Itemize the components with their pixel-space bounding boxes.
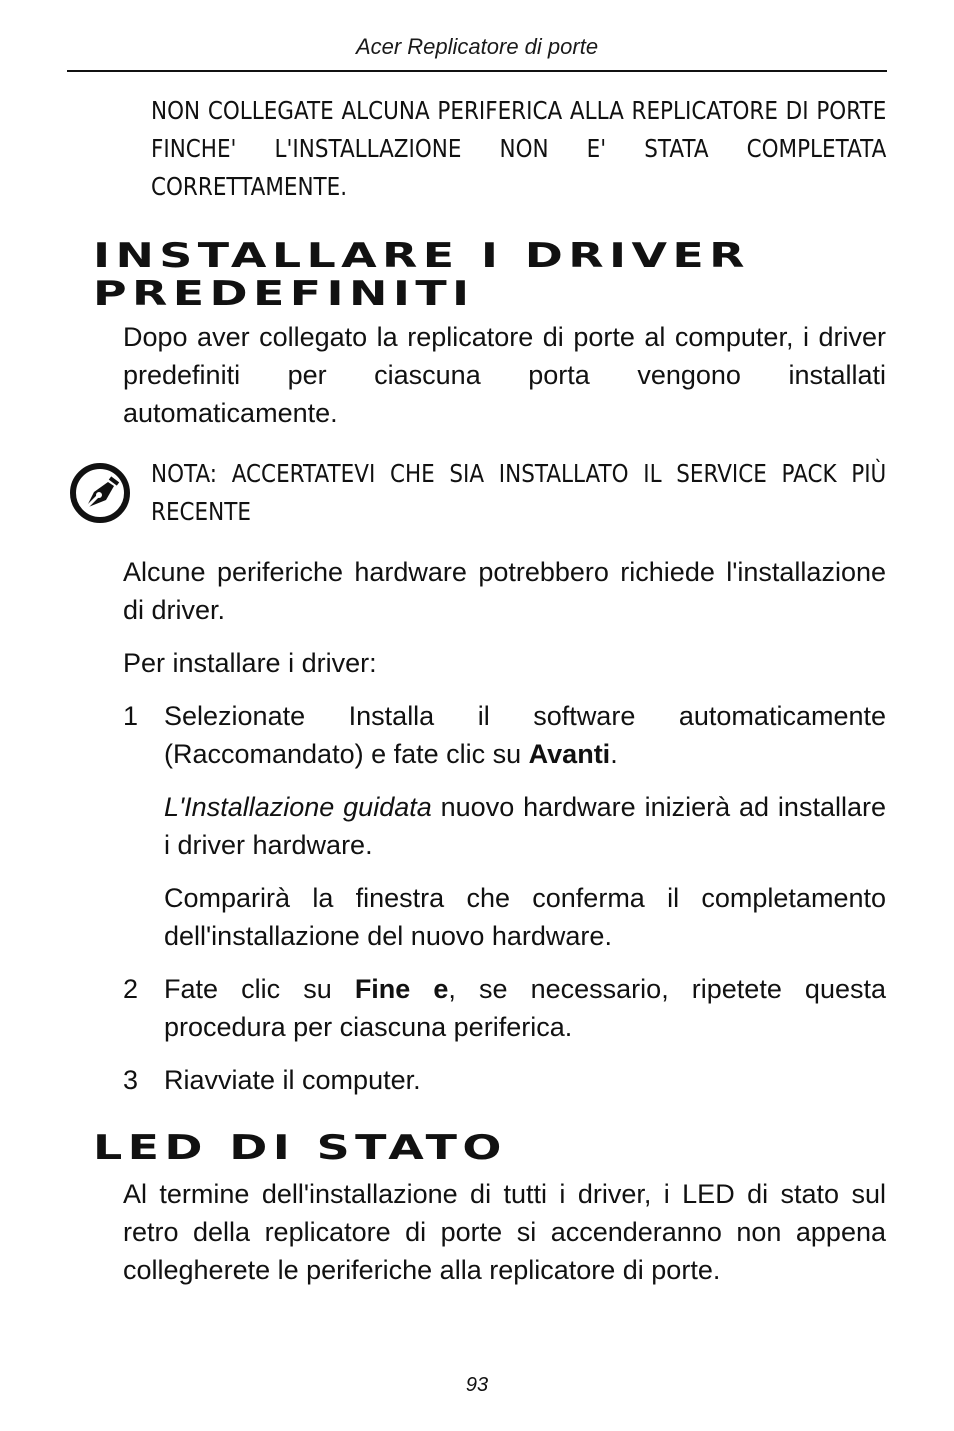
warning-notice bbox=[151, 92, 887, 206]
step-2-text-b: , se necessario, ripetete questa procedura per ciascuna periferica. bbox=[164, 974, 886, 1042]
pen-nib-note-icon bbox=[68, 462, 132, 524]
step-2-text bbox=[164, 970, 886, 1046]
led-paragraph: Al termine dell'installazione di tutti i driver, i LED di stato sul retro della replicatore di porte si accenderanno non appena collegherete le periferiche alla replicatore di porte. bbox=[123, 1179, 886, 1285]
section-heading-install-line2: PREDEFINITI bbox=[93, 274, 475, 314]
step-1-sub1-rest: nuovo hardware inizierà ad installare i driver hardware. bbox=[164, 792, 886, 860]
step-number-1: 1 bbox=[123, 701, 139, 731]
step-2-bold: Fine e bbox=[354, 974, 449, 1004]
step-1-sub1-italic: L'Installazione guidata bbox=[164, 792, 432, 822]
note-callout bbox=[151, 455, 886, 531]
section-heading-led: LED DI STATO bbox=[93, 1128, 507, 1168]
note-text: NOTA: ACCERTATEVI CHE SIA INSTALLATO IL SERVICE PACK PIÙ RECENTE bbox=[151, 459, 887, 526]
step-3-text: Riavviate il computer. bbox=[164, 1065, 421, 1095]
step-1-text-a: Selezionate Installa il software automaticamente (Raccomandato) e fate clic su bbox=[164, 701, 886, 769]
step-1-text bbox=[164, 697, 886, 773]
page-number: 93 bbox=[465, 1374, 489, 1396]
section-heading-install-line1: INSTALLARE I DRIVER bbox=[93, 236, 750, 276]
step-1-sub-paragraph-2: Comparirà la finestra che conferma il completamento dell'installazione del nuovo hardware. bbox=[164, 883, 886, 951]
install-intro-paragraph: Per installare i driver: bbox=[123, 648, 377, 678]
step-number-3: 3 bbox=[123, 1065, 139, 1095]
step-1-text-b: . bbox=[610, 739, 618, 769]
step-2-text-a: Fate clic su bbox=[164, 974, 355, 1004]
step-1-bold: Avanti bbox=[528, 739, 611, 769]
running-title: Acer Replicatore di porte bbox=[355, 34, 599, 59]
intro-paragraph: Dopo aver collegato la replicatore di porte al computer, i driver predefiniti per ciascuna porta vengono installati automaticamente. bbox=[123, 322, 886, 428]
hardware-paragraph: Alcune periferiche hardware potrebbero richiede l'installazione di driver. bbox=[123, 557, 886, 625]
step-number-2: 2 bbox=[123, 974, 139, 1004]
header-rule bbox=[67, 70, 887, 72]
step-1-sub-paragraph-1 bbox=[164, 788, 886, 864]
warning-text: NON COLLEGATE ALCUNA PERIFERICA ALLA REPLICATORE DI PORTE FINCHE' L'INSTALLAZIONE NON E' STATA COMPLETATA CORRETTAMENTE. bbox=[151, 96, 887, 201]
